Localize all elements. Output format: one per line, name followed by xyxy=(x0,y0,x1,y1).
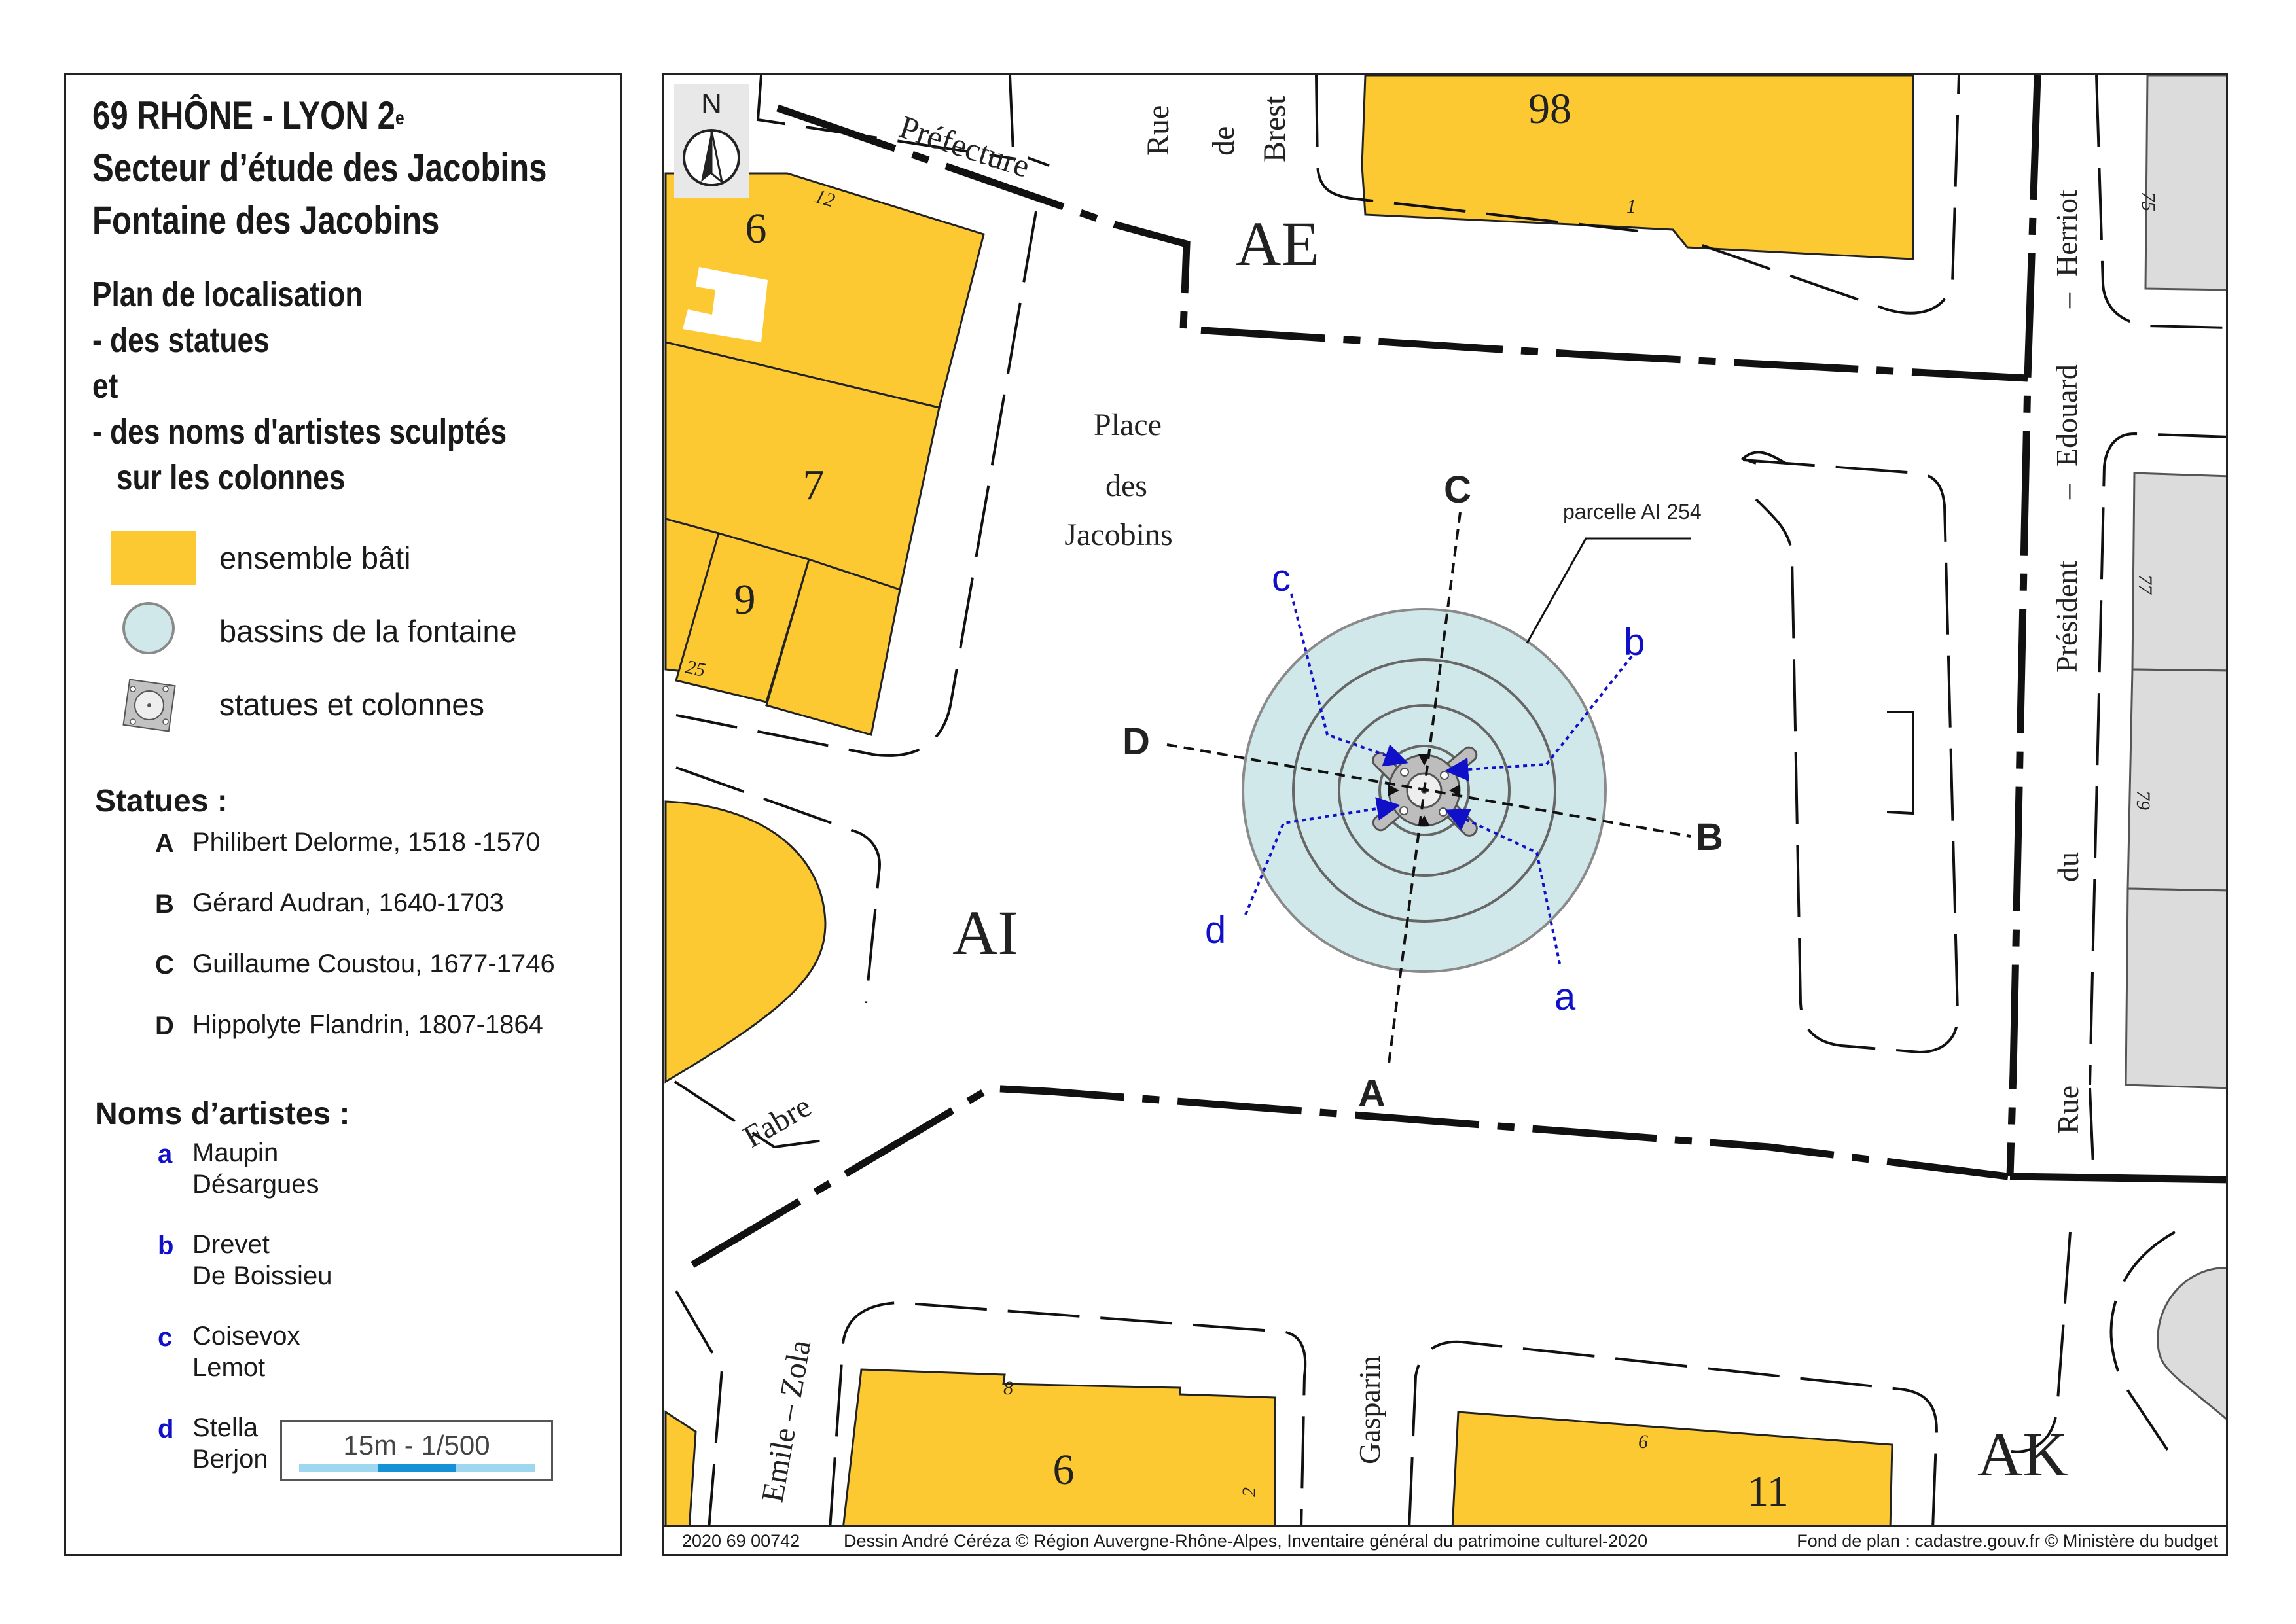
place-line-1: Place xyxy=(1094,408,1162,442)
block-6-north: 6 xyxy=(745,205,767,253)
num-1: 1 xyxy=(1626,196,1636,217)
boundary-herriot xyxy=(2010,75,2037,1176)
street-herriot-4: – xyxy=(2050,293,2083,308)
street-gasparin: Gasparin xyxy=(1353,1355,1386,1464)
artist-name-c1: Coisevox xyxy=(192,1322,300,1350)
statue-letter-a: A xyxy=(155,829,174,858)
street-fabre: Fabre xyxy=(738,1088,817,1155)
street-herriot-2: – xyxy=(2050,484,2083,499)
scale-bar xyxy=(280,1420,553,1481)
statue-c-label: C xyxy=(1444,468,1471,511)
street-herriot-1: Président xyxy=(2050,560,2083,673)
statue-text-d: Hippolyte Flandrin, 1807-1864 xyxy=(192,1010,543,1039)
basin-swatch xyxy=(122,602,175,654)
neighbour-parcels xyxy=(2126,75,2228,1422)
street-herriot-3: Edouard xyxy=(2050,364,2083,467)
statue-text-a: Philibert Delorme, 1518 -1570 xyxy=(192,828,541,856)
footer-source: Fond de plan : cadastre.gouv.fr © Ministère du budget xyxy=(1797,1531,2218,1551)
statue-b-label: B xyxy=(1696,816,1723,858)
parcel-se xyxy=(2158,1268,2228,1422)
artist-c-label: c xyxy=(1272,557,1291,599)
street-du: du xyxy=(2051,852,2085,882)
block-6-south: 6 xyxy=(1052,1446,1075,1494)
street-rue: Rue xyxy=(2051,1085,2085,1134)
artist-letter-b: b xyxy=(158,1231,174,1260)
statue-letter-c: C xyxy=(155,951,174,980)
plan-line-4: - des noms d'artistes sculptés xyxy=(92,412,507,451)
artist-letter-a: a xyxy=(158,1140,173,1169)
street-herriot-5: Herriot xyxy=(2050,190,2083,277)
north-arrow xyxy=(674,84,749,198)
artist-name-a1: Maupin xyxy=(192,1139,279,1167)
building-sw-corner xyxy=(666,1412,696,1527)
statue-label: statues et colonnes xyxy=(219,687,484,722)
section-ak: AK xyxy=(1977,1419,2068,1489)
legend-panel xyxy=(64,73,622,1556)
artist-d-label: d xyxy=(1205,909,1227,951)
street-brest-2: de xyxy=(1206,126,1241,156)
building-west xyxy=(666,802,825,1082)
artist-letter-d: d xyxy=(158,1415,174,1443)
artist-name-d2: Berjon xyxy=(192,1445,268,1474)
plan-line-3: et xyxy=(92,366,118,406)
legend-title-line3: Fontaine des Jacobins xyxy=(92,198,440,242)
block-11: 11 xyxy=(1747,1468,1789,1515)
artist-name-d1: Stella xyxy=(192,1413,259,1442)
boundary-ai-south xyxy=(692,1088,2008,1265)
artist-name-a2: Désargues xyxy=(192,1170,319,1199)
place-line-2: des xyxy=(1105,468,1147,503)
footer-credit: Dessin André Céréza © Région Auvergne-Rhône-Alpes, Inventaire général du patrimoine culturel-2020 xyxy=(844,1531,1648,1551)
parcel-77 xyxy=(2132,473,2228,671)
built-swatch xyxy=(111,531,196,585)
legend-title-line1: 69 RHÔNE - LYON 2e xyxy=(92,94,404,137)
statue-a-label: A xyxy=(1358,1072,1386,1115)
statue-letter-b: B xyxy=(155,890,174,919)
street-prefecture: Préfecture xyxy=(895,108,1035,185)
map-frame xyxy=(662,73,2228,1527)
basin-label: bassins de la fontaine xyxy=(219,614,517,648)
statue-swatch xyxy=(121,677,177,733)
statue-text-b: Gérard Audran, 1640-1703 xyxy=(192,889,504,917)
section-ae: AE xyxy=(1236,209,1319,279)
artist-letter-c: c xyxy=(158,1323,173,1352)
footer-bar xyxy=(662,1527,2228,1556)
scale-graphic xyxy=(299,1464,535,1472)
num-79: 79 xyxy=(2132,790,2154,810)
artist-name-b1: Drevet xyxy=(192,1230,270,1259)
artist-name-b2: De Boissieu xyxy=(192,1262,332,1290)
artist-name-c2: Lemot xyxy=(192,1353,266,1382)
legend-title-line2: Secteur d’étude des Jacobins xyxy=(92,146,547,190)
statues-heading: Statues : xyxy=(95,784,228,819)
built-label: ensemble bâti xyxy=(219,540,411,575)
parcel-label: parcelle AI 254 xyxy=(1563,500,1702,523)
section-ai: AI xyxy=(952,898,1019,968)
num-12: 12 xyxy=(812,185,838,212)
num-77: 77 xyxy=(2134,574,2156,594)
street-zola: Emile – Zola xyxy=(755,1337,818,1505)
place-line-3: Jacobins xyxy=(1064,518,1173,552)
boundary-ak xyxy=(2010,1176,2228,1180)
scale-label: 15m - 1/500 xyxy=(343,1430,490,1460)
plan-line-5: sur les colonnes xyxy=(92,458,346,497)
plan-line-1: Plan de localisation xyxy=(92,275,363,314)
parcel-79 xyxy=(2128,669,2228,891)
statue-letter-d: D xyxy=(155,1012,174,1040)
num-2: 2 xyxy=(1238,1487,1260,1497)
num-25: 25 xyxy=(683,656,708,682)
parcel-75 xyxy=(2145,75,2228,290)
building-11 xyxy=(1452,1412,1892,1527)
block-7: 7 xyxy=(802,461,825,509)
block-98: 98 xyxy=(1528,85,1571,133)
north-label: N xyxy=(701,88,722,120)
artist-a-label: a xyxy=(1554,976,1576,1018)
artist-b-label: b xyxy=(1624,621,1645,663)
block-9: 9 xyxy=(734,576,756,624)
parcel-leader xyxy=(1527,538,1691,643)
num-6-small: 6 xyxy=(1638,1431,1648,1453)
statue-text-c: Guillaume Coustou, 1677-1746 xyxy=(192,949,555,978)
statue-d-label: D xyxy=(1122,720,1150,763)
bracket xyxy=(1887,712,1913,813)
cadastral-plan xyxy=(664,75,2228,1527)
artists-heading: Noms d’artistes : xyxy=(95,1097,350,1131)
num-8: 8 xyxy=(1003,1377,1013,1399)
footer-ref: 2020 69 00742 xyxy=(682,1531,800,1551)
street-brest-1: Rue xyxy=(1141,105,1175,156)
plan-line-2: - des statues xyxy=(92,321,270,360)
parcel-rue xyxy=(2126,889,2228,1088)
street-brest-3: Brest xyxy=(1257,96,1292,162)
num-75: 75 xyxy=(2138,192,2159,211)
